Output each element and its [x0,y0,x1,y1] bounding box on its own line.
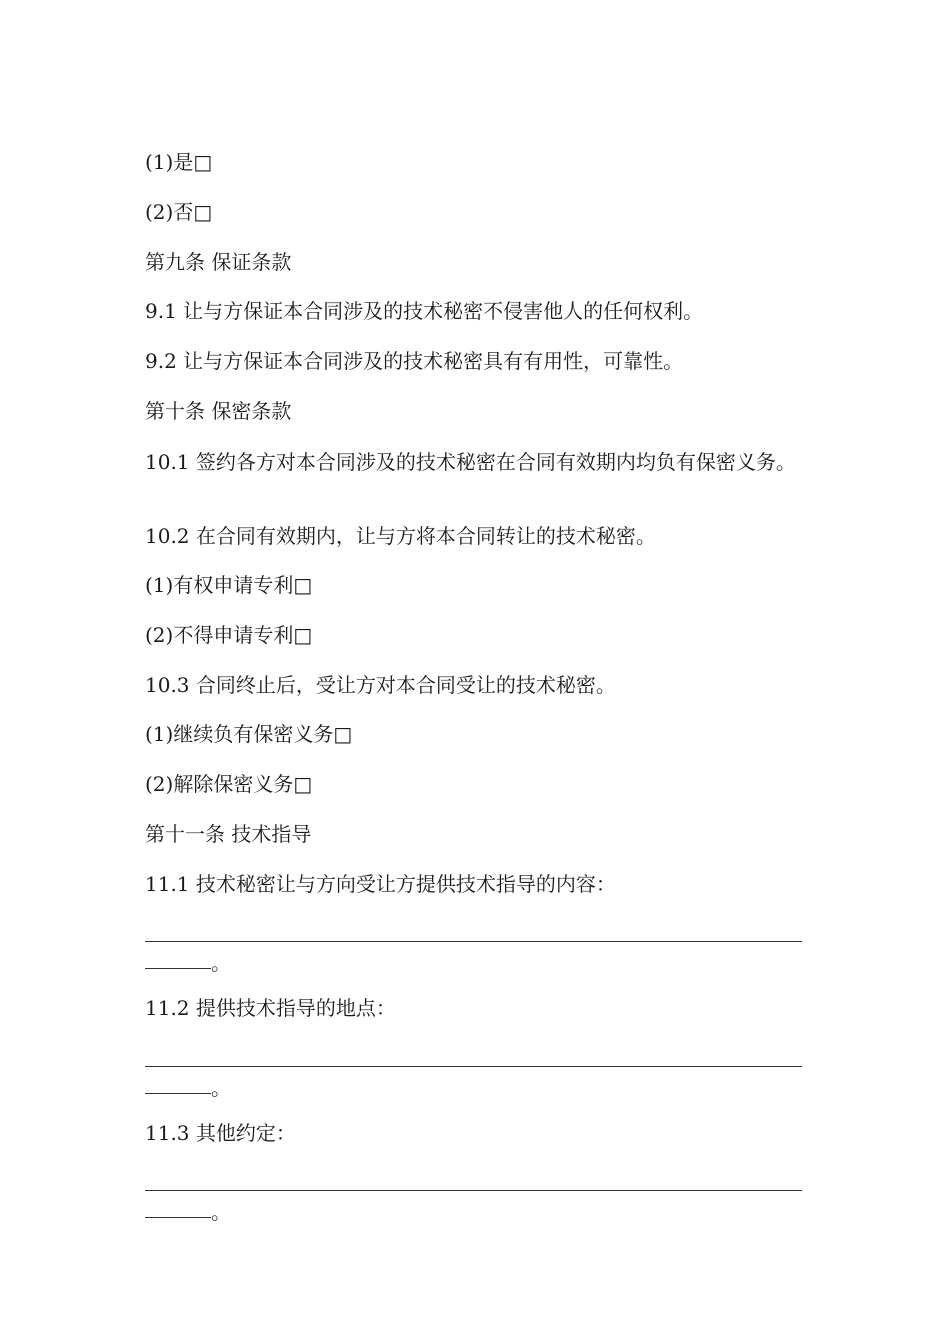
clause-10-2: 10.2 在合同有效期内，让与方将本合同转让的技术秘密。 [145,524,656,548]
clause-9-1: 9.1 让与方保证本合同涉及的技术秘密不侵害他人的任何权利。 [145,299,704,323]
fill-in-line-end [145,1200,231,1224]
option-yes: (1)是□ [145,150,213,174]
clause-10-3-option-1: (1)继续负有保密义务□ [145,722,353,746]
short-fill-in-line [145,1076,211,1094]
clause-10-2-option-2: (2)不得申请专利□ [145,623,313,647]
option-no: (2)否□ [145,200,213,224]
short-fill-in-line [145,1200,211,1218]
fill-in-line [145,1066,802,1067]
clause-10-3: 10.3 合同终止后，受让方对本合同受让的技术秘密。 [145,673,616,697]
fill-in-line-end [145,1076,231,1100]
period-mark: 。 [211,1076,231,1100]
article-9-title: 第九条 保证条款 [145,250,292,274]
fill-in-line [145,941,802,942]
clause-9-2: 9.2 让与方保证本合同涉及的技术秘密具有有用性，可靠性。 [145,349,684,373]
article-11-title: 第十一条 技术指导 [145,822,312,846]
short-fill-in-line [145,951,211,969]
clause-10-1: 10.1 签约各方对本合同涉及的技术秘密在合同有效期内均负有保密义务。 [145,450,796,474]
clause-10-3-option-2: (2)解除保密义务□ [145,772,313,796]
clause-11-2: 11.2 提供技术指导的地点： [145,996,396,1020]
fill-in-line-end [145,951,231,975]
period-mark: 。 [211,951,231,975]
fill-in-line [145,1190,802,1191]
clause-11-3: 11.3 其他约定： [145,1121,296,1145]
period-mark: 。 [211,1200,231,1224]
article-10-title: 第十条 保密条款 [145,399,292,423]
clause-11-1: 11.1 技术秘密让与方向受让方提供技术指导的内容： [145,872,616,896]
clause-10-2-option-1: (1)有权申请专利□ [145,573,313,597]
